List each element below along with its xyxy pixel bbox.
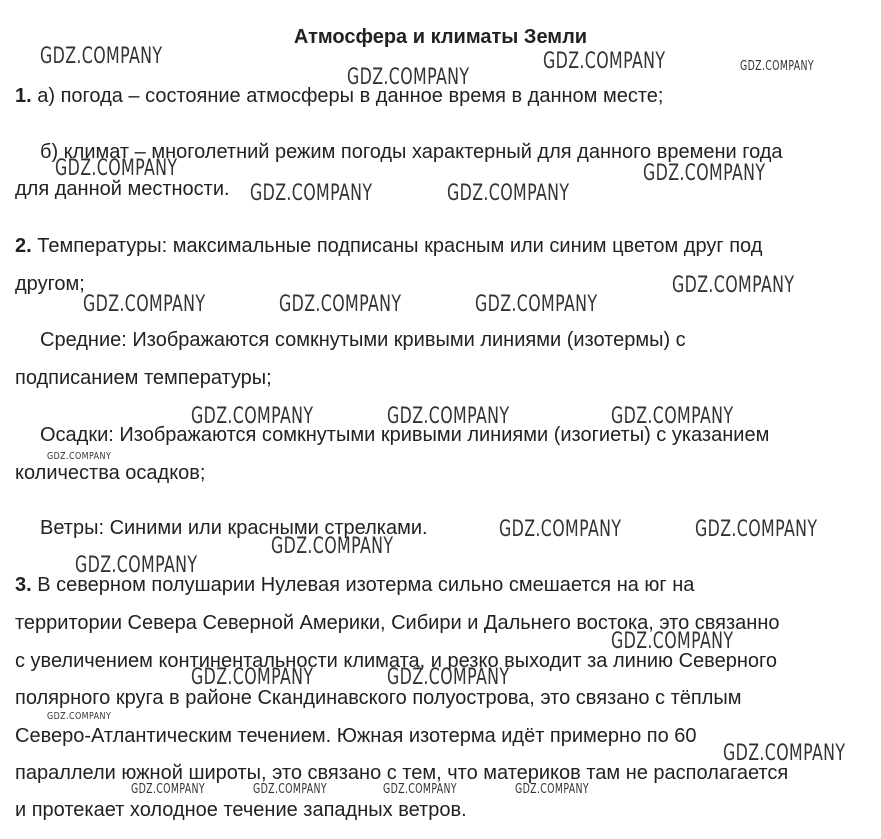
watermark: GDZ.COMPANY [279,292,402,317]
section-1-text-a: а) погода – состояние атмосферы в данное время в данном месте; [31,85,664,107]
watermark: GDZ.COMPANY [75,553,198,578]
section-3-text-2: территории Севера Северной Америки, Сибири и Дальнего востока, это связанно [15,612,780,634]
section-2-line-1 [15,235,762,258]
watermark: GDZ.COMPANY [475,292,598,317]
watermark: GDZ.COMPANY [723,741,846,766]
watermark: GDZ.COMPANY [387,404,510,429]
watermark: GDZ.COMPANY [447,181,570,206]
section-2-winds: Ветры: Синими или красными стрелками. [40,517,428,539]
section-2-precipitation-cont: количества осадков; [15,462,206,484]
watermark: GDZ.COMPANY [611,629,734,654]
document-title: Атмосфера и климаты Земли [293,26,588,48]
section-3-text-4: полярного круга в районе Скандинавского полуострова, это связано с тёплым [15,687,742,709]
section-3-text-1: В северном полушарии Нулевая изотерма сильно смешается на юг на [31,574,695,596]
watermark: GDZ.COMPANY [47,451,112,462]
section-3-text-3: с увеличением континентальности климата, и резко выходит за линию Северного [15,650,777,672]
watermark: GDZ.COMPANY [40,44,163,69]
section-3-text-5: Северо-Атлантическим течением. Южная изотерма идёт примерно по 60 [15,725,697,747]
watermark: GDZ.COMPANY [543,49,666,74]
section-1-text-b-cont: для данной местности. [15,178,230,200]
section-2-average-cont: подписанием температуры; [15,367,272,389]
section-2-number: 2. [15,235,32,257]
watermark: GDZ.COMPANY [672,273,795,298]
watermark: GDZ.COMPANY [347,65,470,90]
section-3-text-7: и протекает холодное течение западных ветров. [15,799,467,821]
watermark: GDZ.COMPANY [250,181,373,206]
watermark: GDZ.COMPANY [383,782,457,797]
watermark: GDZ.COMPANY [387,665,510,690]
watermark: GDZ.COMPANY [515,782,589,797]
watermark: GDZ.COMPANY [253,782,327,797]
section-3-text-6: параллели южной широты, это связано с тем, что материков там не располагается [15,762,789,784]
watermark: GDZ.COMPANY [643,161,766,186]
section-3-number: 3. [15,574,32,596]
section-2-temperatures-cont: другом; [15,273,85,295]
watermark: GDZ.COMPANY [611,404,734,429]
section-2-precipitation: Осадки: Изображаются сомкнутыми кривыми линиями (изогиеты) с указанием [40,424,770,446]
watermark: GDZ.COMPANY [499,517,622,542]
watermark: GDZ.COMPANY [695,517,818,542]
watermark: GDZ.COMPANY [83,292,206,317]
watermark: GDZ.COMPANY [271,534,394,559]
watermark: GDZ.COMPANY [191,404,314,429]
watermark: GDZ.COMPANY [47,711,112,722]
watermark: GDZ.COMPANY [191,665,314,690]
section-2-average: Средние: Изображаются сомкнутыми кривыми линиями (изотермы) с [40,329,686,351]
watermark: GDZ.COMPANY [740,59,814,74]
section-2-temperatures: Температуры: максимальные подписаны красным или синим цветом друг под [31,235,763,257]
watermark: GDZ.COMPANY [131,782,205,797]
section-1-line-1 [15,85,663,108]
section-1-text-b: б) климат – многолетний режим погоды характерный для данного времени года [40,141,783,163]
section-1-number: 1. [15,85,32,107]
watermark: GDZ.COMPANY [55,156,178,181]
